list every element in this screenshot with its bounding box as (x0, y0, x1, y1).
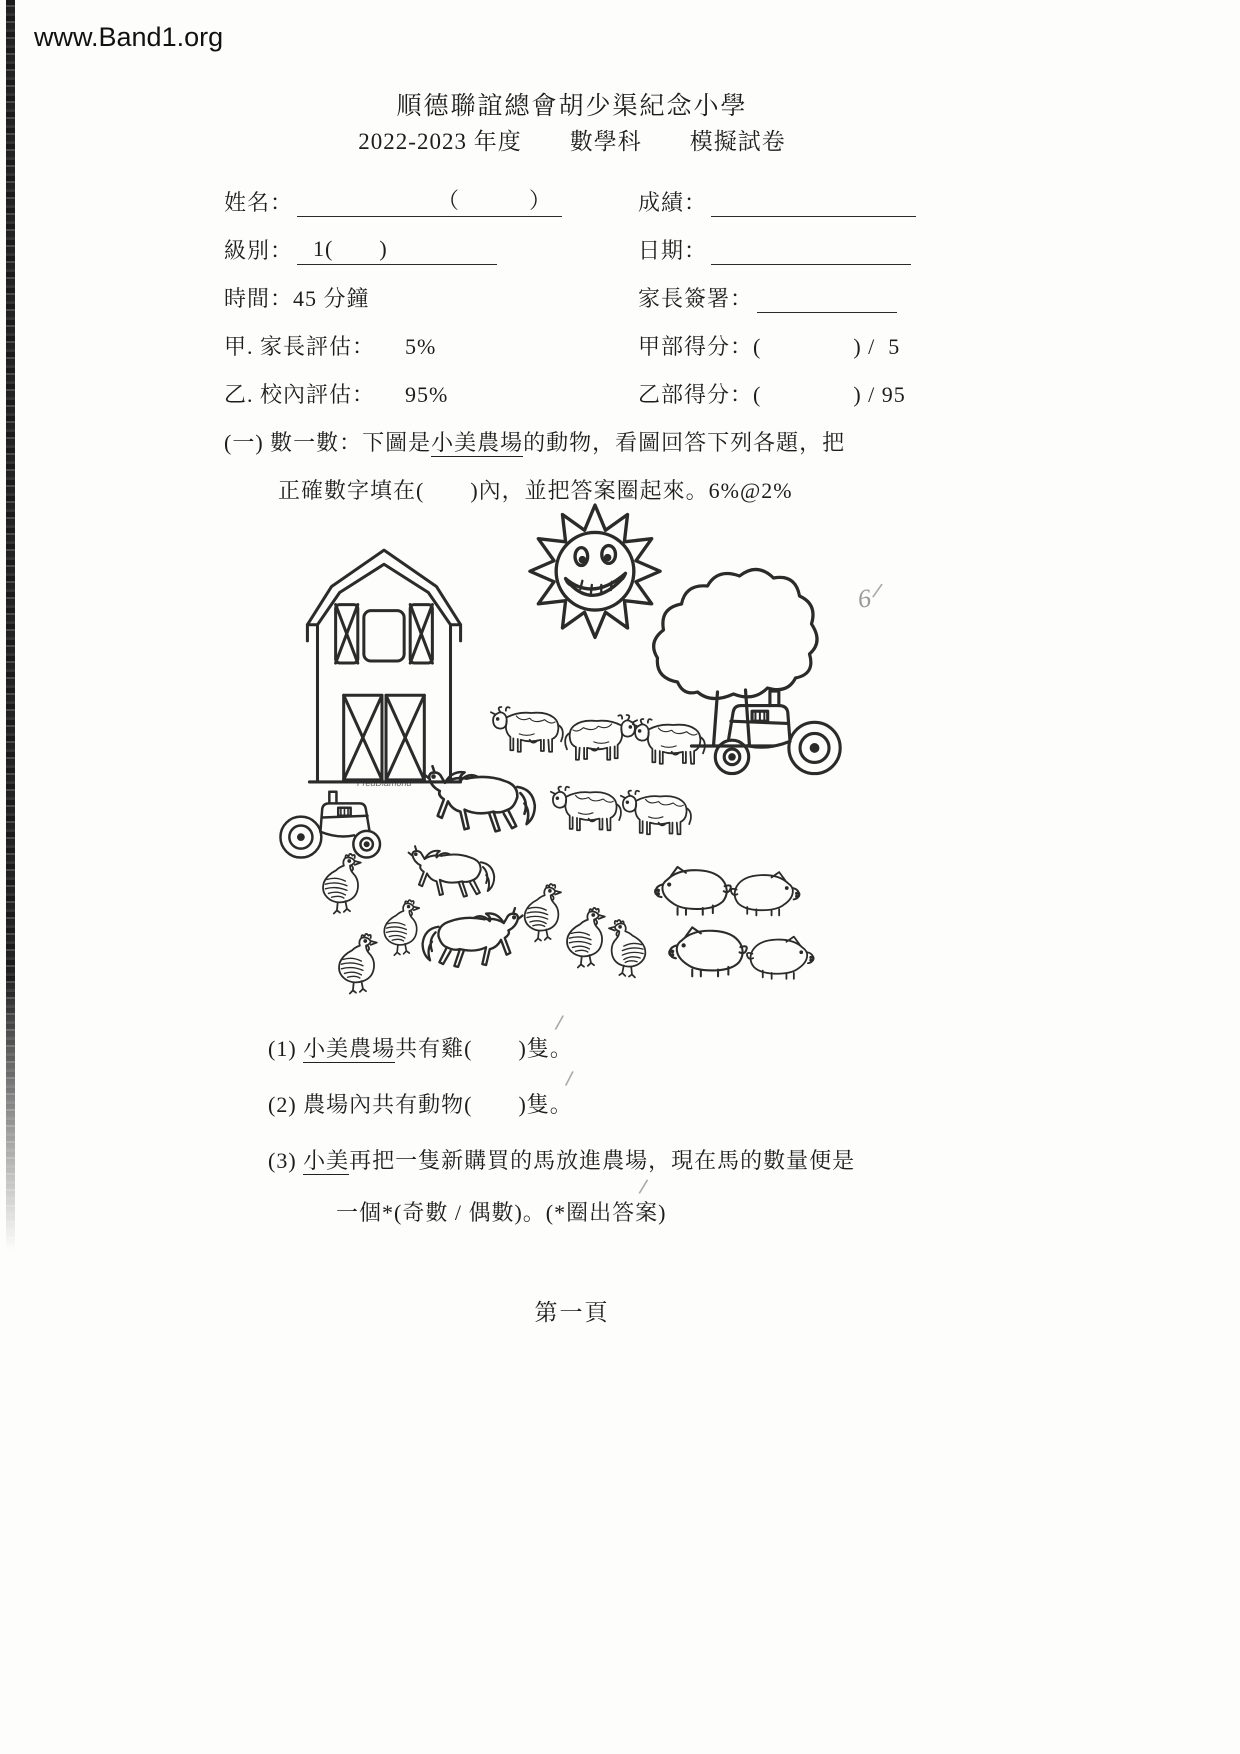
question-3-text-line2: 一個*(奇數 / 偶數)。(*圈出答案) (336, 1200, 667, 1225)
part-a-percent: 5% (405, 334, 437, 359)
section1-text-a: (一) 數一數：下圖是 (224, 430, 432, 455)
question-3-line2 (310, 1170, 666, 1253)
class-label: 級別： (224, 238, 294, 263)
tractor-icon (703, 678, 848, 780)
cow-icon (615, 784, 695, 846)
parent-sign-label: 家長簽署： (638, 286, 754, 311)
cow-icon (485, 700, 567, 764)
question-3-number: (3) (268, 1148, 304, 1173)
chicken-icon (313, 850, 367, 916)
part-a-label: 甲. 家長評估： (224, 334, 376, 359)
question-1-text: 共有雞( )隻。 (395, 1036, 573, 1061)
question-1-number: (1) (268, 1036, 304, 1061)
pig-icon (663, 920, 749, 982)
pig-icon (729, 864, 805, 922)
pencil-slash-mark: / (870, 579, 884, 604)
farm-scene (265, 482, 885, 997)
barn-icon (293, 528, 475, 790)
question-3-text: 再把一隻新購買的馬放進農場，現在馬的數量便是 (349, 1148, 856, 1173)
horse-icon (417, 902, 529, 986)
class-value: 1( ) (313, 236, 388, 261)
question-2-text: 農場內共有動物( )隻。 (303, 1092, 573, 1117)
date-label: 日期： (638, 238, 708, 263)
chicken-icon (329, 930, 383, 996)
pencil-slash-mark: / (637, 1175, 650, 1200)
score-label: 成績： (638, 190, 708, 215)
part-a-score: 甲部得分：( ) / 5 (638, 334, 901, 359)
name-label: 姓名： (224, 190, 294, 215)
part-b-percent: 95% (405, 382, 449, 407)
horse-icon (417, 760, 541, 852)
cow-icon (545, 780, 625, 842)
question-2-number: (2) (268, 1092, 304, 1117)
watermark: www.Band1.org (34, 22, 224, 52)
name-class-paren: （ ） (437, 188, 553, 213)
part-b-label: 乙. 校內評估： (224, 382, 376, 407)
pencil-slash-mark: / (563, 1067, 575, 1092)
school-name: 順德聯誼總會胡少渠紀念小學 (396, 93, 748, 120)
pig-icon (649, 860, 733, 920)
section1-text-b: 的動物，看圖回答下列各題，把 (523, 430, 846, 455)
cow-icon (627, 712, 709, 776)
pencil-six-mark: 6 (855, 583, 873, 614)
section1-text-line2: 正確數字填在( )內，並把答案圈起來。6%@2% (278, 478, 793, 503)
pig-icon (745, 928, 819, 986)
section1-underlined-farm-name: 小美農場 (431, 430, 524, 455)
part-b-score: 乙部得分：( ) / 95 (638, 382, 906, 407)
scan-edge-artifact (6, 0, 15, 1250)
question-1-underlined: 小美農場 (303, 1036, 396, 1061)
chicken-icon (603, 916, 655, 980)
time-label: 時間：45 分鐘 (224, 286, 370, 311)
exam-title: 2022-2023 年度 數學科 模擬試卷 (358, 129, 786, 154)
pencil-slash-mark: / (553, 1011, 565, 1036)
question-3-underlined: 小美 (303, 1148, 350, 1173)
page-number: 第一頁 (534, 1300, 610, 1325)
